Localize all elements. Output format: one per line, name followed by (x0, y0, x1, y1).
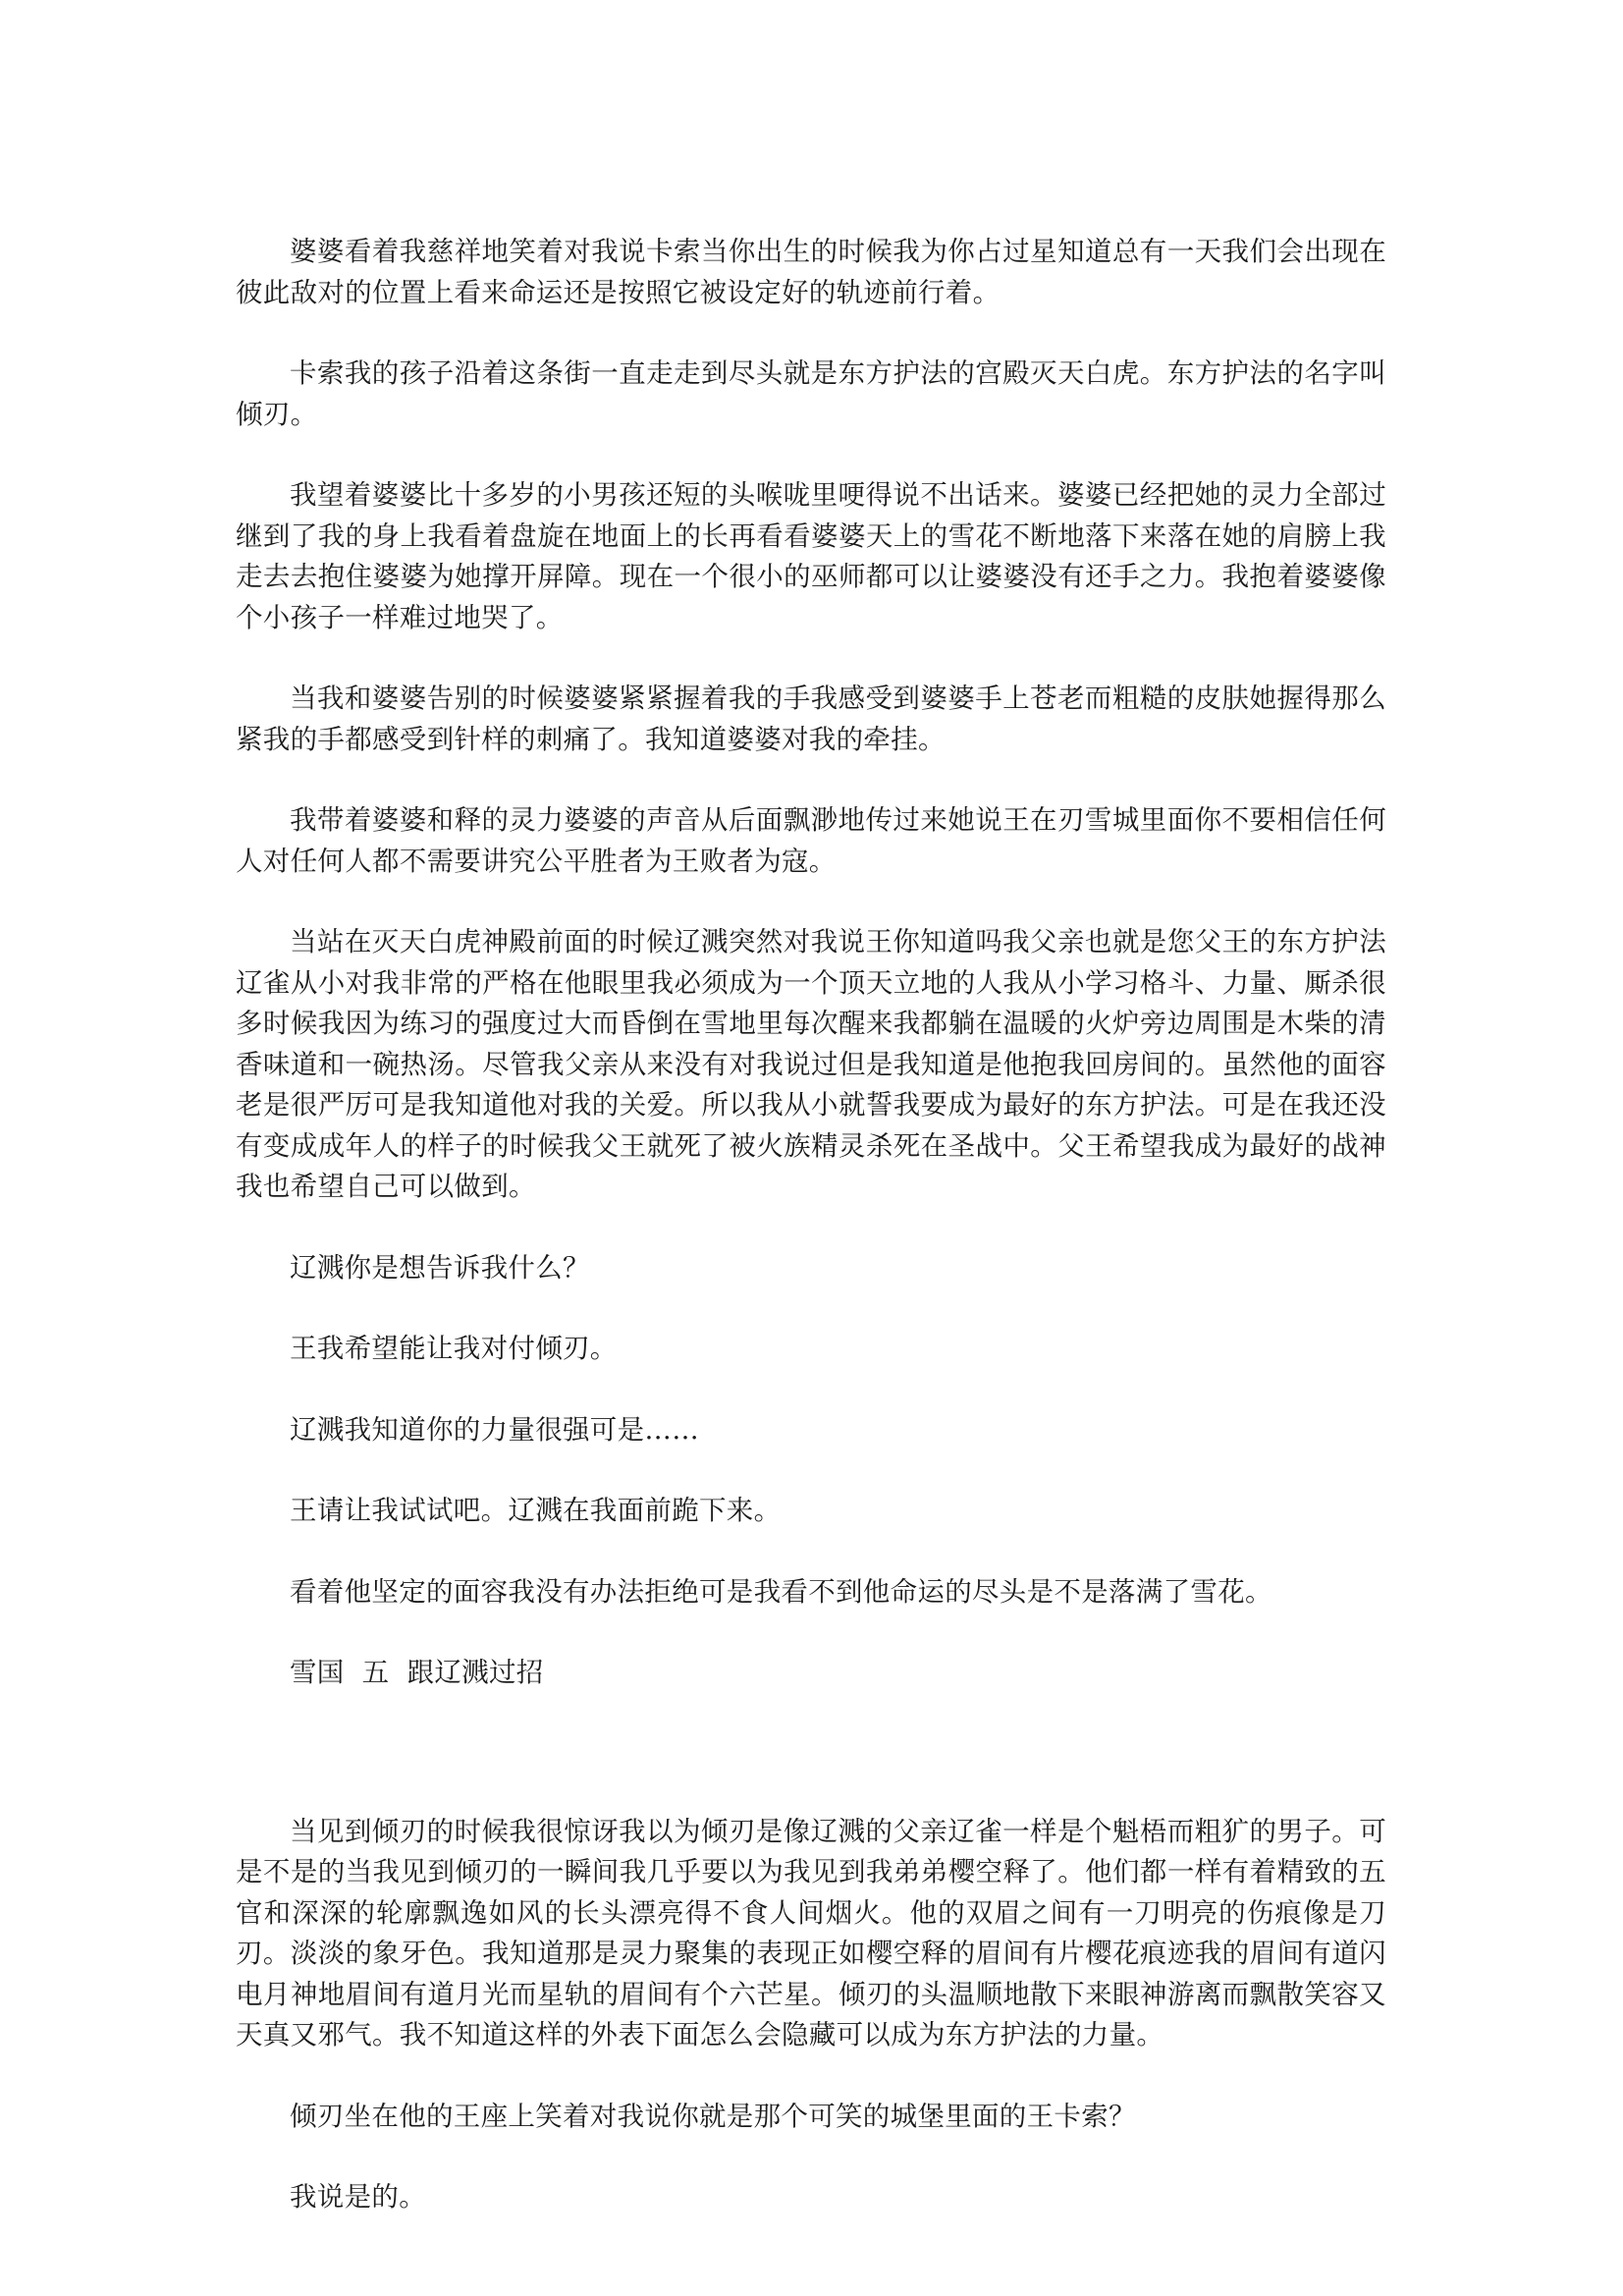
dialogue-line: 王请让我试试吧。辽溅在我面前跪下来。 (290, 1495, 782, 1526)
paragraph: 卡索我的孩子沿着这条街一直走走到尽头就是东方护法的宫殿灭天白虎。东方护法的名字叫倾刃。 (236, 357, 1386, 430)
paragraph: 我望着婆婆比十多岁的小男孩还短的头喉咙里哽得说不出话来。婆婆已经把她的灵力全部过继到了我的身上我看着盘旋在地面上的长再看看婆婆天上的雪花不断地落下来落在她的肩膀上我走去去抱住婆婆为她撑开屏障。现在一个很小的巫师都可以让婆婆没有还手之力。我抱着婆婆像个小孩子一样难过地哭了。 (236, 479, 1386, 633)
dialogue-line: 辽溅你是想告诉我什么？ (290, 1251, 590, 1284)
dialogue-line: 辽溅我知道你的力量很强可是…… (290, 1413, 699, 1446)
body-text (236, 232, 1386, 2259)
section-gap (236, 1694, 1386, 1812)
chapter-heading: 雪国 五 跟辽溅过招 (290, 1657, 544, 1688)
dialogue-line: 王我希望能让我对付倾刃。 (290, 1333, 618, 1364)
paragraph: 当我和婆婆告别的时候婆婆紧紧握着我的手我感受到婆婆手上苍老而粗糙的皮肤她握得那么紧我的手都感受到针样的刺痛了。我知道婆婆对我的牵挂。 (236, 683, 1386, 755)
dialogue-line: 我说是的。 (290, 2181, 426, 2213)
paragraph: 当见到倾刃的时候我很惊讶我以为倾刃是像辽溅的父亲辽雀一样是个魁梧而粗犷的男子。可是不是的当我见到倾刃的一瞬间我几乎要以为我见到我弟弟樱空释了。他们都一样有着精致的五官和深深的轮廓飘逸如风的长头漂亮得不食人间烟火。他的双眉之间有一刀明亮的伤痕像是刀刃。淡淡的象牙色。我知道那是灵力聚集的表现正如樱空释的眉间有片樱花痕迹我的眉间有道闪电月神地眉间有道月光而星轨的眉间有个六芒星。倾刃的头温顺地散下来眼神游离而飘散笑容又天真又邪气。我不知道这样的外表下面怎么会隐藏可以成为东方护法的力量。 (236, 1815, 1386, 2050)
paragraph: 我带着婆婆和释的灵力婆婆的声音从后面飘渺地传过来她说王在刃雪城里面你不要相信任何人对任何人都不需要讲究公平胜者为王败者为寇。 (236, 804, 1386, 877)
paragraph: 当站在灭天白虎神殿前面的时候辽溅突然对我说王你知道吗我父亲也就是您父王的东方护法辽雀从小对我非常的严格在他眼里我必须成为一个顶天立地的人我从小学习格斗、力量、厮杀很多时候我因为练习的强度过大而昏倒在雪地里每次醒来我都躺在温暖的火炉旁边周围是木柴的清香味道和一碗热汤。尽管我父亲从来没有对我说过但是我知道是他抱我回房间的。虽然他的面容老是很严厉可是我知道他对我的关爱。所以我从小就誓我要成为最好的东方护法。可是在我还没有变成成年人的样子的时候我父王就死了被火族精灵杀死在圣战中。父王希望我成为最好的战神我也希望自己可以做到。 (236, 926, 1386, 1202)
paragraph: 看着他坚定的面容我没有办法拒绝可是我看不到他命运的尽头是不是落满了雪花。 (290, 1575, 1272, 1608)
dialogue-line: 倾刃坐在他的王座上笑着对我说你就是那个可笑的城堡里面的王卡索？ (290, 2100, 1136, 2132)
paragraph: 婆婆看着我慈祥地笑着对我说卡索当你出生的时候我为你占过星知道总有一天我们会出现在彼此敌对的位置上看来命运还是按照它被设定好的轨迹前行着。 (236, 236, 1386, 308)
